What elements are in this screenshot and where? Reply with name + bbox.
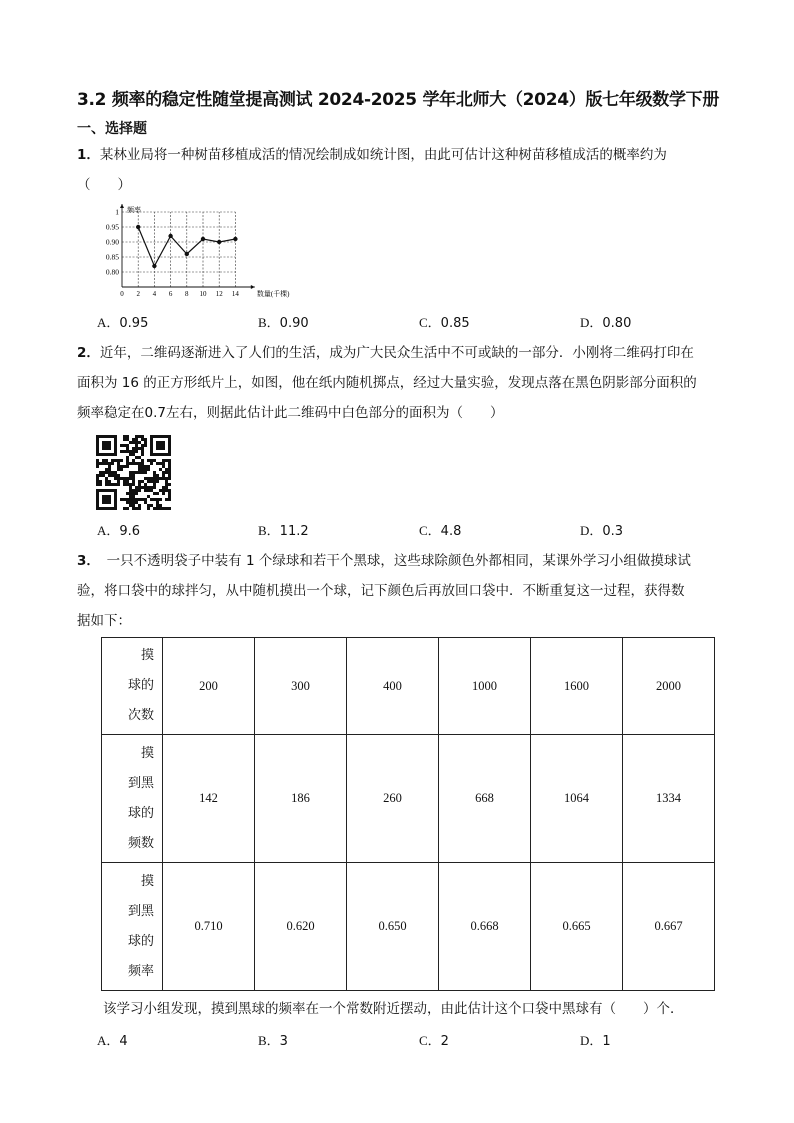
question-3-line-3: 据如下： xyxy=(77,613,131,629)
question-3-prompt: 该学习小组发现，摸到黑球的频率在一个常数附近摆动，由此估计这个口袋中黑球有（ ）个． xyxy=(103,1001,684,1017)
table-row xyxy=(102,863,715,991)
question-3-option-d[interactable]: D．1 xyxy=(580,1033,611,1049)
table-cell: 0.710 xyxy=(163,863,255,991)
question-3-option-a[interactable]: A．4 xyxy=(97,1033,128,1049)
table-cell: 1064 xyxy=(531,735,623,863)
data-point xyxy=(136,225,140,229)
y-tick-label: 0.85 xyxy=(105,252,119,262)
question-1-option-b[interactable]: B．0.90 xyxy=(258,315,309,331)
table-cell: 1334 xyxy=(623,735,715,863)
table-cell: 0.667 xyxy=(623,863,715,991)
data-point xyxy=(185,252,189,256)
table-row xyxy=(102,735,715,863)
x-tick-label: 8 xyxy=(185,290,189,298)
x-tick-label: 12 xyxy=(215,290,223,298)
data-point xyxy=(152,264,156,268)
question-3-option-c[interactable]: C．2 xyxy=(419,1033,449,1049)
table-cell: 0.620 xyxy=(255,863,347,991)
table-cell: 300 xyxy=(255,638,347,735)
table-cell: 0.668 xyxy=(439,863,531,991)
data-point xyxy=(233,237,237,241)
y-axis-arrow xyxy=(120,204,124,208)
y-tick-label: 0.95 xyxy=(105,222,119,232)
x-tick-label: 10 xyxy=(199,290,207,298)
table-cell: 1600 xyxy=(531,638,623,735)
section-heading: 一、选择题 xyxy=(77,121,147,137)
question-1-bracket: （ ） xyxy=(77,177,131,193)
table-row xyxy=(102,638,715,735)
question-3-line-1: 3． 一只不透明袋子中装有 1 个绿球和若干个黑球，这些球除颜色外都相同，某课外学习小组做摸球试 xyxy=(77,553,691,569)
data-point xyxy=(201,237,205,241)
question-2-option-c[interactable]: C．4.8 xyxy=(419,523,462,539)
table-cell: 200 xyxy=(163,638,255,735)
x-tick-label: 14 xyxy=(231,290,239,298)
x-axis-arrow xyxy=(251,285,255,289)
table-cell: 0.650 xyxy=(347,863,439,991)
page-title: 3.2 频率的稳定性随堂提高测试 2024-2025 学年北师大（2024）版七年级数学下册 xyxy=(77,90,720,110)
question-3-line-2: 验，将口袋中的球拌匀，从中随机摸出一个球，记下颜色后再放回口袋中．不断重复这一过程，获得数 xyxy=(77,583,685,599)
x-tick-label: 6 xyxy=(168,290,173,298)
question-2-line-3: 频率稳定在0.7左右，则据此估计此二维码中白色部分的面积为（ ） xyxy=(77,405,504,421)
question-2-line-2: 面积为 16 的正方形纸片上，如图，他在纸内随机掷点，经过大量实验，发现点落在黑色阴影部分面积的 xyxy=(77,375,697,391)
table-cell: 186 xyxy=(255,735,347,863)
question-1-option-a[interactable]: A．0.95 xyxy=(97,315,149,331)
question-2-line-1: 2．近年，二维码逐渐进入了人们的生活，成为广大民众生活中不可或缺的一部分．小刚将二维码打印在 xyxy=(77,345,694,361)
row-header-draw-count: 摸 球的 次数 xyxy=(102,638,163,735)
question-1-option-d[interactable]: D．0.80 xyxy=(580,315,632,331)
row-header-black-frequency: 摸 到黑 球的 频率 xyxy=(102,863,163,991)
qr-code-image xyxy=(96,435,171,510)
row-header-black-count: 摸 到黑 球的 频数 xyxy=(102,735,163,863)
x-tick-label: 0 xyxy=(120,290,124,298)
qr-modules xyxy=(96,435,171,510)
table-cell: 142 xyxy=(163,735,255,863)
table-cell: 0.665 xyxy=(531,863,623,991)
question-3-option-b[interactable]: B．3 xyxy=(258,1033,288,1049)
table-cell: 400 xyxy=(347,638,439,735)
table-cell: 1000 xyxy=(439,638,531,735)
table-cell: 2000 xyxy=(623,638,715,735)
y-tick-label: 0.90 xyxy=(105,237,119,247)
question-1-stem: 某林业局将一种树苗移植成活的情况绘制成如统计图，由此可估计这种树苗移植成活的概率约为 xyxy=(99,147,667,163)
y-axis-label: 频率 xyxy=(127,206,141,214)
data-point xyxy=(217,240,221,244)
x-axis-label: 数量(千棵) xyxy=(256,290,290,298)
y-tick-label: 0.80 xyxy=(105,267,119,277)
question-1-number: 1． xyxy=(77,147,100,163)
x-tick-label: 2 xyxy=(136,290,140,298)
question-1-text xyxy=(77,140,667,170)
question-2-option-a[interactable]: A．9.6 xyxy=(97,523,141,539)
question-2-number: 2． xyxy=(77,345,100,361)
data-point xyxy=(168,234,172,238)
experiment-data-table xyxy=(101,637,715,991)
question-1-option-c[interactable]: C．0.85 xyxy=(419,315,470,331)
y-tick-label: 1 xyxy=(115,207,119,217)
table-cell: 260 xyxy=(347,735,439,863)
x-tick-label: 4 xyxy=(152,290,157,298)
survival-rate-line-chart xyxy=(100,200,320,305)
question-2-option-b[interactable]: B．11.2 xyxy=(258,523,309,539)
table-cell: 668 xyxy=(439,735,531,863)
question-3-number: 3． xyxy=(77,553,94,569)
question-2-option-d[interactable]: D．0.3 xyxy=(580,523,624,539)
